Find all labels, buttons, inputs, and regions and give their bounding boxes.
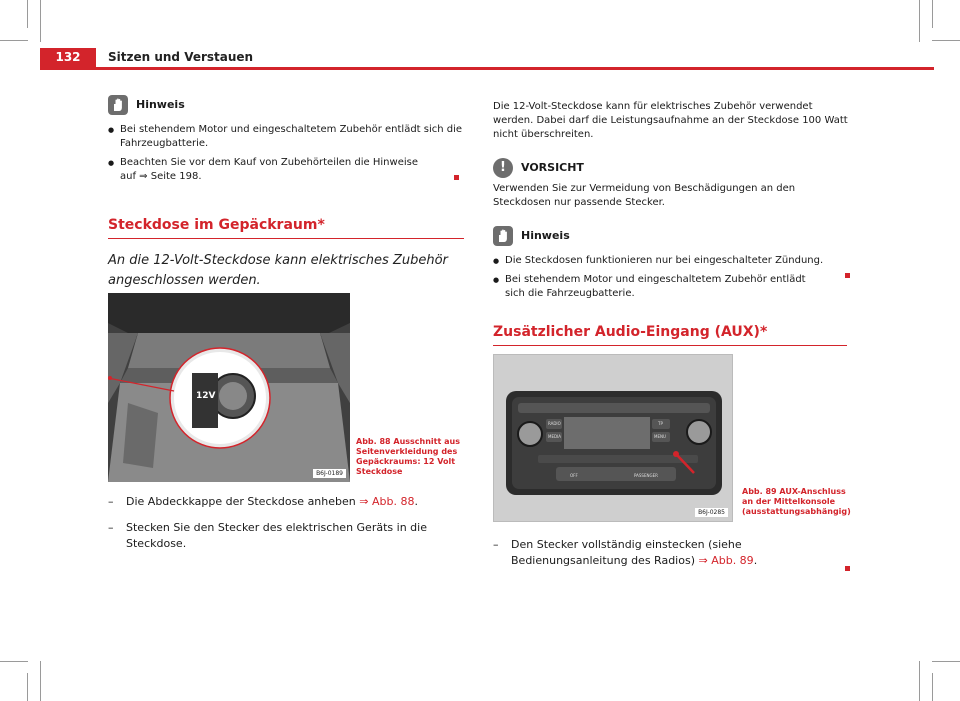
right-section: [493, 325, 847, 346]
section-title: Steckdose im Gepäckraum*: [108, 218, 464, 239]
radio-button-media: MEDIA: [548, 434, 561, 439]
step-item: – Stecken Sie den Stecker des elektrischen Geräts in die Steckdose.: [108, 520, 464, 552]
section-intro: An die 12-Volt-Steckdose kann elektrisches Zubehör angeschlossen werden.: [108, 253, 448, 288]
note-item: ● Bei stehendem Motor und eingeschaltetem Zubehör entlädt sich die Fahrzeugbatterie.: [493, 273, 853, 301]
radio-button-off: OFF: [570, 473, 578, 478]
hand-note-icon: [493, 226, 513, 246]
running-header-title: Sitzen und Verstauen: [108, 50, 254, 64]
figure-caption: Abb. 89 AUX-Anschluss an der Mittelkonsole (ausstattungsabhängig): [742, 487, 851, 516]
note-heading: [108, 95, 464, 115]
crop-mark: [919, 0, 920, 42]
hand-note-icon: [108, 95, 128, 115]
note-item: ● Die Steckdosen funktionieren nur bei eingeschalteter Zündung.: [493, 254, 853, 268]
socket-label: 12V: [196, 391, 216, 401]
end-mark: [845, 566, 850, 571]
end-mark: [454, 175, 459, 180]
header-rule: [40, 67, 934, 70]
crop-mark: [932, 0, 933, 28]
note-heading: [493, 226, 853, 246]
step-text-end: .: [414, 495, 418, 508]
crop-mark: [0, 40, 28, 41]
radio-button-menu: MENU: [654, 434, 666, 439]
crop-mark: [27, 0, 28, 28]
figure-caption: Abb. 88 Ausschnitt aus Seitenverkleidung des Gepäckraums: 12 Volt Steckdose: [356, 437, 460, 476]
caution-heading: [493, 158, 853, 178]
figure-id: B6J-0189: [313, 469, 346, 478]
crop-mark: [919, 661, 920, 701]
step-text-end: .: [753, 554, 758, 567]
right-column: [493, 100, 853, 306]
radio-aux-figure: [493, 354, 733, 522]
radio-button-radio: RADIO: [548, 421, 561, 426]
exclamation-icon: !: [493, 158, 513, 178]
crop-mark: [932, 661, 960, 662]
step-text: Den Stecker vollständig einstecken (siehe Bedienungsanleitung des Radios): [511, 538, 742, 567]
intro-paragraph: Die 12-Volt-Steckdose kann für elektrisches Zubehör verwendet werden. Dabei darf die Leistungsaufnahme an der Steckdose 100 Watt nicht überschreiten.: [493, 101, 848, 140]
crop-mark: [27, 673, 28, 701]
trunk-socket-figure: [108, 293, 350, 482]
left-column: [108, 95, 464, 189]
trunk-illustration: [108, 293, 350, 482]
step-item: [493, 537, 849, 569]
figure-id: B6J-0285: [695, 508, 728, 517]
caution-label: VORSICHT: [521, 161, 584, 174]
figure-reference-link[interactable]: ⇒ Abb. 88: [359, 495, 415, 508]
crop-mark: [932, 673, 933, 701]
crop-mark: [40, 661, 41, 701]
crop-mark: [0, 661, 28, 662]
radio-button-tp: TP: [658, 421, 663, 426]
right-steps: [493, 537, 849, 579]
caution-text: Verwenden Sie zur Vermeidung von Beschädigungen an den Steckdosen nur passende Stecker.: [493, 183, 796, 208]
step-item: [108, 494, 464, 510]
end-mark: [845, 273, 850, 278]
crop-mark: [40, 0, 41, 42]
left-section: [108, 218, 464, 291]
radio-illustration: [494, 355, 733, 522]
left-steps: [108, 494, 464, 562]
note-label: Hinweis: [136, 98, 185, 111]
radio-button-passenger: PASSENGER: [634, 473, 658, 478]
crop-mark: [932, 40, 960, 41]
note-label: Hinweis: [521, 229, 570, 242]
step-text: Die Abdeckkappe der Steckdose anheben: [126, 495, 360, 508]
note-item: ● Bei stehendem Motor und eingeschaltetem Zubehör entlädt sich die Fahrzeugbatterie.: [108, 123, 464, 151]
note-item: ● Beachten Sie vor dem Kauf von Zubehörteilen die Hinweise auf ⇒ Seite 198.: [108, 156, 464, 184]
section-title: Zusätzlicher Audio-Eingang (AUX)*: [493, 325, 847, 346]
figure-reference-link[interactable]: ⇒ Abb. 89: [698, 554, 754, 567]
page-number: 132: [55, 50, 81, 64]
